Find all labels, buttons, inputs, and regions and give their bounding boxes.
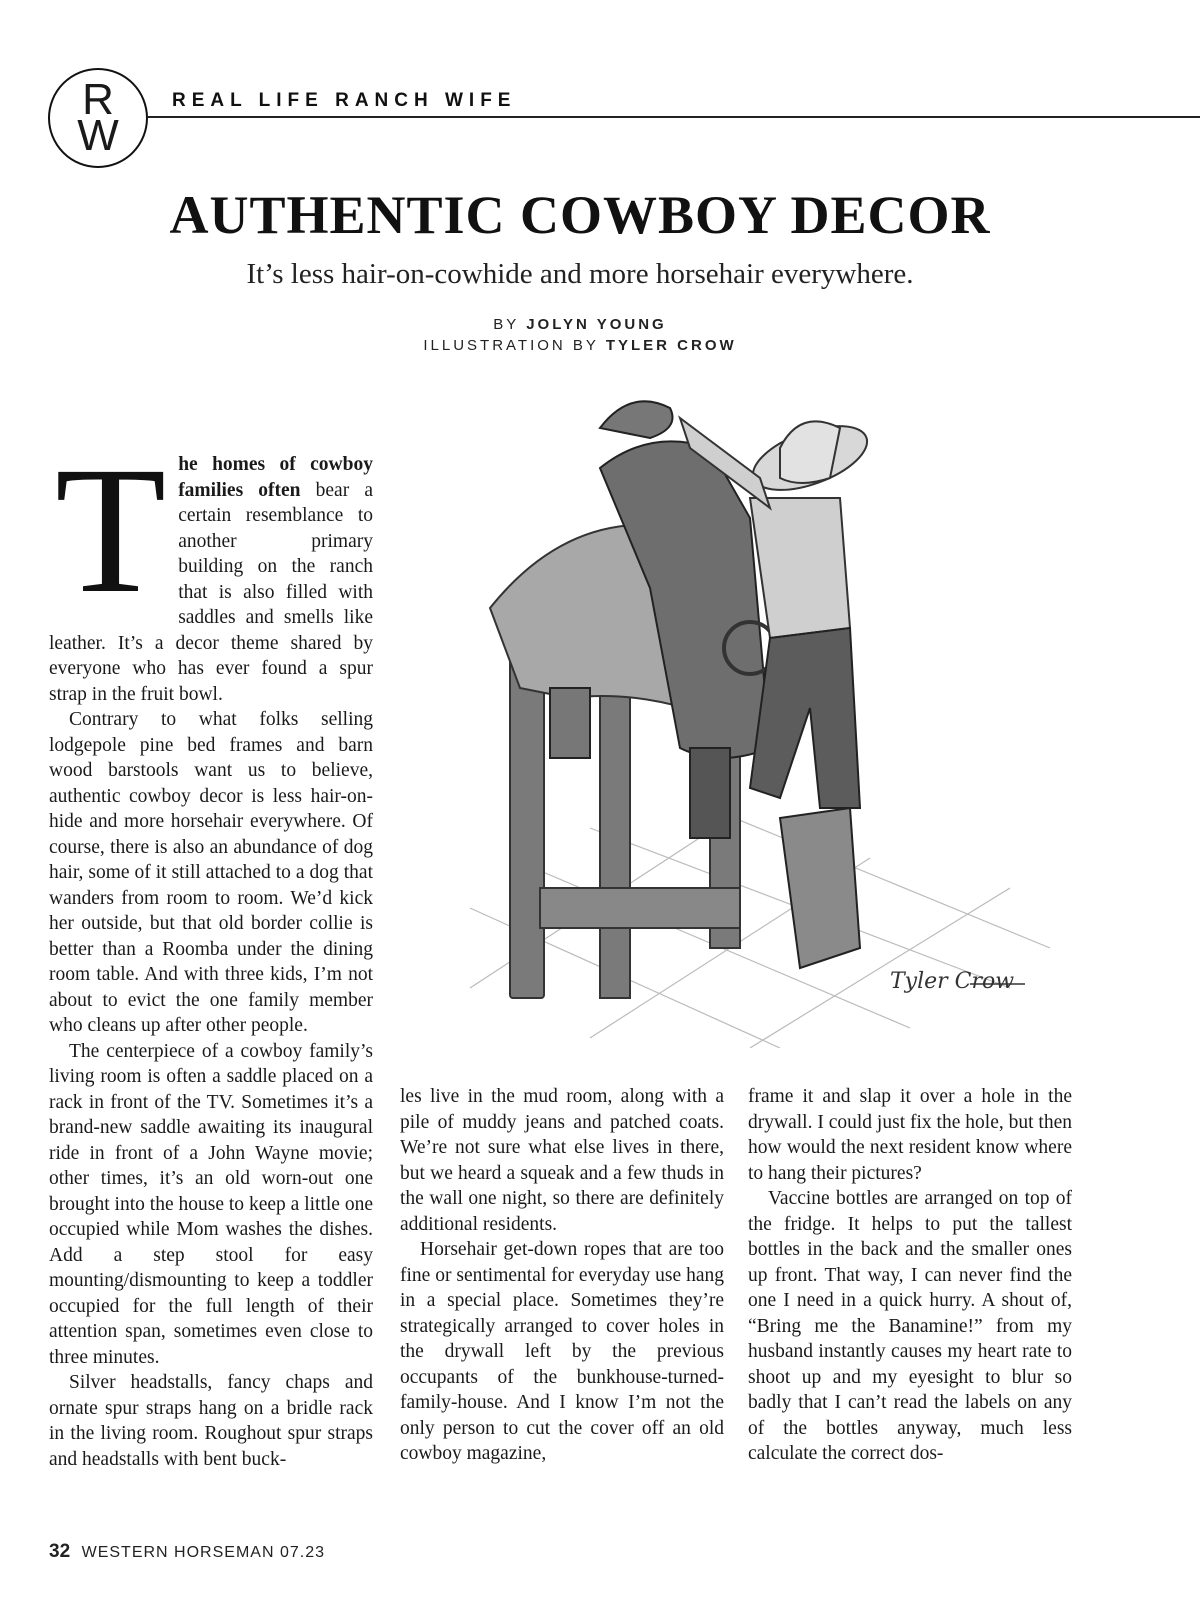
- drop-cap: T: [55, 430, 167, 631]
- page-number: 32: [49, 1541, 71, 1562]
- paragraph-4: Silver headstalls, fancy chaps and ornate spur straps hang on a bridle rack in the living room. Roughout spur straps and headstalls with bent buck-: [49, 1372, 373, 1470]
- illustration-prefix: ILLUSTRATION BY: [423, 337, 599, 354]
- logo-letter-r: R: [82, 74, 114, 124]
- article-credits: [0, 314, 1160, 356]
- paragraph-5-continued: frame it and slap it over a hole in the drywall. I could just fix the hole, but then how would the next resident know where to hang their pictures?: [748, 1086, 1072, 1184]
- paragraph-5: Horsehair get-down ropes that are too fine or sentimental for everyday use hang in a special place. Sometimes they’re strategically arranged to cover holes in the drywall left by the previous occupants of the bunkhouse-turned-family-house. And I know I’m not the only person to cut the cover off an old cowboy magazine,: [400, 1239, 724, 1464]
- paragraph-6: Vaccine bottles are arranged on top of the fridge. It helps to put the tallest bottles in the back and the smaller ones up front. That way, I can never find the one I need in a quick hurry. A shout of, “Bring me the Banamine!” from my husband instantly causes my heart rate to shoot up and my eyesight to blur so badly that I can’t read the labels on any of the bottles anyway, much less calculate the correct dos-: [748, 1188, 1072, 1464]
- paragraph-1-body: bear a certain resemblance to another primary building on the ranch that is also filled with saddles and smells like leather. It’s a decor theme shared by everyone who has ever found a spur strap in the fruit bowl.: [49, 479, 373, 705]
- byline: [0, 314, 1160, 335]
- issue-date: 07.23: [279, 1544, 325, 1561]
- paragraph-3: The centerpiece of a cowboy family’s living room is often a saddle placed on a rack in front of the TV. Sometimes it’s a brand-new saddle awaiting its inaugural ride in front of a John Wayne movie; other times, it’s an old worn-out one brought into the house to keep a little one occupied while Mom washes the dishes. Add a step stool for easy mounting/dismounting to keep a toddler occupied for the full length of their attention span, sometimes even close to three minutes.: [49, 1040, 373, 1368]
- paragraph-1: [49, 430, 373, 707]
- article-deck: It’s less hair-on-cowhide and more horsehair everywhere.: [246, 258, 914, 290]
- byline-prefix: BY: [493, 316, 520, 333]
- page-footer: [49, 1541, 325, 1563]
- saddle-illustration: [450, 388, 1060, 1048]
- column-2: [400, 1084, 724, 1467]
- paragraph-2: Contrary to what folks selling lodgepole pine bed frames and barn wood barstools want us to believe, authentic cowboy decor is less hair-on-hide and more horsehair everywhere. Of course, there is also an abundance of dog hair, some of it still attached to a dog that wanders from room to room. We’d kick her outside, but that old border collie is better than a Roomba under the dining room table. And with three kids, I’m not about to evict the one family member who cleans up after other people.: [49, 709, 373, 1036]
- illustrator-name: TYLER CROW: [605, 337, 737, 354]
- paragraph-4-continued: les live in the mud room, along with a pile of muddy jeans and patched coats. We’re not sure what else lives in there, but we heard a squeak and a few thuds in the wall one night, so there are definitely additional residents.: [400, 1086, 724, 1235]
- author-name: JOLYN YOUNG: [526, 316, 667, 333]
- section-rule: [148, 116, 1200, 118]
- column-3: [748, 1084, 1072, 1467]
- illustration-signature: Tyler Crow: [890, 969, 1015, 994]
- publication-name: WESTERN HORSEMAN: [81, 1544, 275, 1561]
- illustration-credit: [0, 335, 1160, 356]
- section-label: REAL LIFE RANCH WIFE: [172, 90, 517, 111]
- logo-letter-w: W: [77, 111, 119, 160]
- rw-logo: [48, 68, 148, 168]
- article-headline: AUTHENTIC COWBOY DECOR: [169, 185, 991, 245]
- column-1: [49, 430, 373, 1472]
- lead-in: he homes of cowboy families often: [178, 454, 373, 501]
